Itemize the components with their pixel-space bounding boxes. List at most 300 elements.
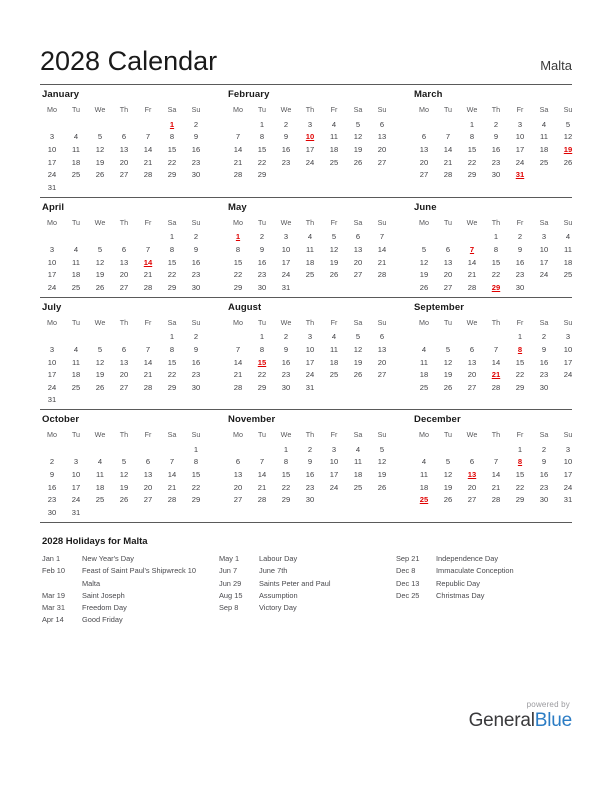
day-cell: 30 [539,495,549,505]
day-cell: 24 [47,282,57,292]
day-cell: 28 [143,170,153,180]
month-block-october [40,410,226,522]
day-cell: 8 [235,244,241,254]
day-cell-empty [64,331,88,344]
day-cell: 17 [281,257,291,267]
day-cell-empty [64,394,88,407]
day-cell-empty [556,281,580,294]
weekday-mo: Mo [419,430,429,440]
day-cell: 20 [119,270,129,280]
day-cell: 15 [191,470,201,480]
week-row [226,268,394,281]
day-cell: 4 [355,444,361,454]
holidays-column [394,553,571,627]
footer-logo [0,700,572,732]
holidays-title: 2028 Holidays for Malta [42,536,148,547]
country-label: Malta [540,58,572,73]
day-cell: 15 [515,357,525,367]
day-cell: 21 [143,157,153,167]
day-cell: 16 [257,257,267,267]
day-cell: 5 [97,132,103,142]
weekday-su: Su [377,217,387,227]
day-cell: 23 [281,370,291,380]
day-cell: 14 [233,144,243,154]
months-grid [40,84,572,523]
holiday-date: Feb 10 [42,566,66,576]
weekday-sa: Sa [353,317,363,327]
month-block-september [412,298,572,410]
day-cell-holiday: 1 [235,232,241,242]
weekday-tu: Tu [71,317,81,327]
week-row [40,468,208,481]
day-cell: 28 [491,382,501,392]
day-cell: 17 [515,144,525,154]
day-cell: 27 [443,282,453,292]
day-cell: 21 [491,482,501,492]
weekday-su: Su [191,217,201,227]
day-cell: 11 [564,244,572,254]
day-cell: 7 [235,344,241,354]
day-cell: 10 [563,344,573,354]
day-cell-empty [184,181,208,194]
day-cell: 9 [193,132,199,142]
holiday-entry [394,590,571,602]
day-cell: 12 [353,344,363,354]
day-cell: 19 [443,482,453,492]
day-cell-holiday: 14 [143,257,153,267]
day-cell: 29 [515,495,525,505]
day-cell: 27 [467,495,477,505]
week-row [226,456,394,469]
day-cell: 19 [119,482,129,492]
month-row [40,409,572,523]
day-cell: 26 [443,495,453,505]
day-cell: 4 [541,119,547,129]
day-cell: 31 [47,395,57,405]
day-cell: 18 [563,257,573,267]
day-cell: 12 [95,357,105,367]
day-cell-empty [436,331,460,344]
weekday-th: Th [119,430,129,440]
day-cell: 18 [329,357,339,367]
day-cell: 29 [167,282,177,292]
day-cell: 8 [493,244,499,254]
day-cell: 4 [307,232,313,242]
holiday-name: Good Friday [82,615,123,625]
day-cell: 16 [539,470,549,480]
week-row [412,281,580,294]
day-cell: 9 [193,344,199,354]
day-cell-empty [40,231,64,244]
day-cell: 20 [377,144,387,154]
day-cell-empty [160,443,184,456]
day-cell: 25 [305,270,315,280]
day-cell: 15 [467,144,477,154]
weekday-fr: Fr [330,217,338,227]
day-cell: 30 [491,170,501,180]
week-row [226,356,394,369]
day-cell: 19 [443,370,453,380]
day-cell: 23 [305,482,315,492]
week-row [40,381,208,394]
month-name: April [42,201,65,213]
day-cell: 23 [515,270,525,280]
day-cell: 31 [305,382,315,392]
week-row [40,343,208,356]
day-cell: 8 [283,457,289,467]
day-cell: 2 [193,119,199,129]
week-row [40,394,208,407]
day-cell: 26 [419,282,429,292]
day-cell: 27 [119,170,129,180]
holiday-date: May 1 [219,554,240,563]
day-cell: 5 [421,244,427,254]
day-cell: 31 [47,182,57,192]
day-cell: 9 [193,244,199,254]
day-cell-empty [346,493,370,506]
day-cell: 28 [443,170,453,180]
day-cell: 10 [515,132,525,142]
day-cell: 24 [71,495,81,505]
day-cell: 17 [329,470,339,480]
day-cell: 28 [143,282,153,292]
day-cell: 3 [565,332,571,342]
month-name: August [228,301,262,313]
day-cell: 6 [121,132,127,142]
brand-name [0,710,572,732]
day-cell: 9 [541,344,547,354]
day-cell: 19 [329,257,339,267]
day-cell-empty [112,181,136,194]
day-cell-empty [484,331,508,344]
day-cell: 7 [145,344,151,354]
day-cell-empty [532,168,556,181]
weekday-su: Su [191,317,201,327]
day-cell: 18 [305,257,315,267]
day-cell-empty [88,394,112,407]
day-cell: 6 [421,132,427,142]
day-cell: 20 [119,157,129,167]
day-cell: 10 [329,457,339,467]
day-cell: 18 [71,270,81,280]
week-row [40,356,208,369]
day-cell: 14 [467,257,477,267]
day-cell: 16 [305,470,315,480]
day-cell: 14 [143,144,153,154]
day-cell: 2 [259,232,265,242]
day-cell-empty [298,281,322,294]
day-cell: 12 [377,457,387,467]
day-cell: 22 [515,370,525,380]
weekday-fr: Fr [330,430,338,440]
weekday-header-row [412,103,580,118]
week-row [412,143,580,156]
day-cell: 13 [119,257,129,267]
day-cell-holiday: 7 [469,244,475,254]
day-cell: 20 [233,482,243,492]
weekday-tu: Tu [257,317,267,327]
month-block-april [40,198,226,297]
weekday-header-row [226,428,394,443]
day-cell: 21 [143,270,153,280]
day-cell: 20 [377,357,387,367]
holidays-section [40,536,572,627]
day-cell-empty [88,331,112,344]
weekday-su: Su [563,105,573,114]
day-cell: 11 [420,357,428,367]
day-cell: 16 [47,482,57,492]
holiday-date: Aug 15 [219,590,243,600]
weekday-sa: Sa [539,430,549,440]
day-cell-empty [556,381,580,394]
holiday-name: Immaculate Conception [436,566,514,576]
day-cell: 1 [259,119,265,129]
day-cell-empty [370,281,394,294]
weekday-fr: Fr [330,105,338,114]
day-cell: 3 [517,119,523,129]
week-row [226,143,394,156]
day-cell: 25 [329,370,339,380]
day-cell: 25 [71,282,81,292]
day-cell: 5 [445,344,451,354]
holiday-date: Jun 29 [219,578,242,588]
day-cell: 20 [467,482,477,492]
day-cell: 24 [47,382,57,392]
day-cell: 31 [281,282,291,292]
day-cell: 2 [283,332,289,342]
day-cell: 12 [95,257,105,267]
day-cell: 9 [49,470,55,480]
day-cell: 7 [379,232,385,242]
holiday-date: Dec 13 [396,578,420,588]
day-cell-empty [112,118,136,131]
day-cell-empty [460,331,484,344]
day-cell: 4 [73,132,79,142]
day-cell: 23 [257,270,267,280]
day-cell: 11 [306,244,314,254]
day-cell: 29 [257,170,267,180]
day-cell: 23 [491,157,501,167]
day-cell: 10 [47,357,57,367]
day-cell: 19 [419,270,429,280]
day-cell: 4 [73,244,79,254]
holiday-name: Saint Joseph [82,590,125,600]
weekday-tu: Tu [257,430,267,440]
day-cell: 1 [517,332,523,342]
holiday-date: Dec 8 [396,566,416,576]
day-cell: 15 [515,470,525,480]
week-row [226,231,394,244]
day-cell: 22 [467,157,477,167]
week-row [412,243,580,256]
day-cell: 20 [467,370,477,380]
day-cell: 24 [47,170,57,180]
holiday-name: Saints Peter and Paul [259,578,331,588]
month-table [412,428,580,506]
weekday-tu: Tu [443,217,453,227]
day-cell: 16 [191,257,201,267]
day-cell: 26 [95,170,105,180]
day-cell: 30 [47,507,57,517]
day-cell: 13 [419,144,429,154]
holiday-date: Mar 19 [42,590,66,600]
day-cell-empty [250,443,274,456]
day-cell: 7 [169,457,175,467]
day-cell: 30 [191,382,201,392]
week-row [40,156,208,169]
day-cell: 20 [143,482,153,492]
day-cell: 9 [541,457,547,467]
day-cell: 13 [233,470,243,480]
week-row [40,368,208,381]
holidays-columns [40,553,572,627]
weekday-th: Th [305,430,315,440]
week-row [226,131,394,144]
holiday-date [40,578,82,590]
weekday-su: Su [563,217,573,227]
day-cell: 1 [469,119,475,129]
day-cell: 20 [353,257,363,267]
day-cell-empty [412,443,436,456]
day-cell-empty [136,443,160,456]
week-row [412,481,580,494]
day-cell-empty [136,331,160,344]
day-cell: 30 [539,382,549,392]
day-cell: 10 [539,244,549,254]
week-row [40,243,208,256]
weekday-tu: Tu [71,217,81,227]
day-cell: 3 [49,244,55,254]
day-cell-empty [322,168,346,181]
week-row [412,156,580,169]
holiday-name: Christmas Day [436,590,485,600]
day-cell: 7 [445,132,451,142]
day-cell: 8 [169,244,175,254]
day-cell: 29 [257,382,267,392]
day-cell: 4 [97,457,103,467]
day-cell: 25 [95,495,105,505]
day-cell-empty [112,394,136,407]
weekday-tu: Tu [71,430,81,440]
week-row [412,368,580,381]
day-cell: 12 [563,132,573,142]
day-cell: 17 [305,144,315,154]
holiday-name: June 7th [259,566,288,576]
day-cell: 11 [330,132,338,142]
weekday-tu: Tu [257,105,267,114]
day-cell: 22 [281,482,291,492]
day-cell: 26 [563,157,573,167]
month-table [226,103,394,181]
day-cell: 15 [257,144,267,154]
weekday-we: We [94,105,106,114]
holiday-entry [217,602,394,614]
day-cell-holiday: 15 [257,357,267,367]
day-cell-empty [88,118,112,131]
day-cell: 22 [233,270,243,280]
day-cell: 17 [47,157,57,167]
day-cell: 14 [377,244,387,254]
holiday-date: Jan 1 [42,554,61,563]
weekday-header-row [40,428,208,443]
month-name: February [228,89,270,100]
month-block-june [412,198,572,297]
day-cell: 11 [96,470,104,480]
weekday-sa: Sa [167,105,177,114]
day-cell: 2 [493,119,499,129]
weekday-fr: Fr [516,317,524,327]
week-row [412,356,580,369]
day-cell: 7 [145,244,151,254]
week-row [412,493,580,506]
day-cell-empty [412,231,436,244]
day-cell: 16 [281,357,291,367]
day-cell: 27 [377,157,387,167]
day-cell: 14 [443,144,453,154]
weekday-th: Th [119,105,129,114]
week-row [226,256,394,269]
week-row [40,331,208,344]
day-cell-empty [64,118,88,131]
month-block-december [412,410,572,522]
day-cell: 28 [233,382,243,392]
day-cell: 12 [95,144,105,154]
weekday-tu: Tu [71,105,81,114]
month-block-may [226,198,412,297]
day-cell: 2 [193,332,199,342]
day-cell: 12 [443,470,453,480]
week-row [226,481,394,494]
holiday-date: Dec 25 [396,590,420,600]
day-cell: 11 [540,132,548,142]
weekday-fr: Fr [330,317,338,327]
day-cell: 22 [491,270,501,280]
day-cell: 1 [259,332,265,342]
day-cell: 22 [515,482,525,492]
day-cell: 21 [233,370,243,380]
day-cell: 17 [539,257,549,267]
day-cell-empty [370,168,394,181]
day-cell: 25 [563,270,573,280]
day-cell: 30 [515,282,525,292]
day-cell: 15 [167,257,177,267]
day-cell: 23 [47,495,57,505]
day-cell: 31 [71,507,81,517]
day-cell: 28 [257,495,267,505]
day-cell: 9 [517,244,523,254]
day-cell: 11 [354,457,362,467]
day-cell: 24 [539,270,549,280]
day-cell: 28 [143,382,153,392]
week-row [40,118,208,131]
day-cell: 5 [121,457,127,467]
day-cell-empty [346,381,370,394]
day-cell: 5 [97,244,103,254]
day-cell-empty [436,118,460,131]
day-cell: 27 [419,170,429,180]
week-row [40,168,208,181]
weekday-header-row [40,316,208,331]
day-cell: 6 [121,344,127,354]
day-cell: 13 [443,257,453,267]
holiday-name: Independence Day [436,554,499,563]
day-cell-empty [64,181,88,194]
day-cell: 10 [47,257,57,267]
day-cell-empty [532,281,556,294]
weekday-fr: Fr [144,430,152,440]
day-cell: 23 [281,157,291,167]
holiday-entry [40,614,217,626]
